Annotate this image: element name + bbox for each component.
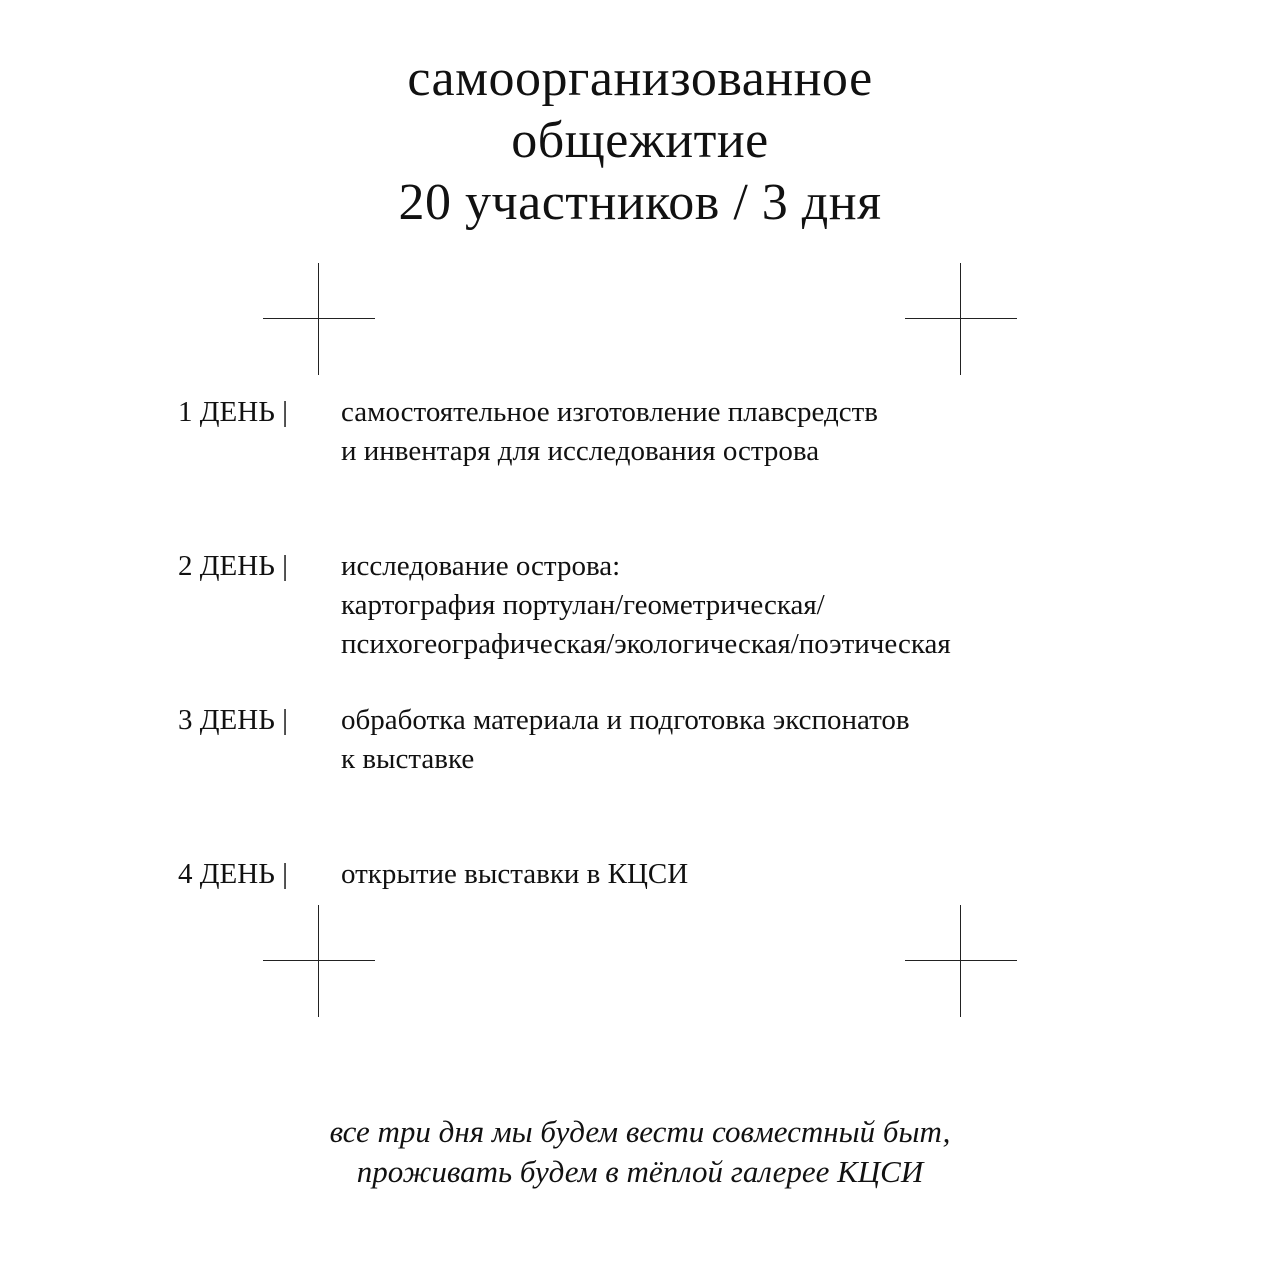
day-1-description [341, 393, 1241, 471]
page-title [0, 48, 1280, 234]
crosshair-bottom-right-icon [905, 905, 1017, 1017]
footer-line-2: проживать будем в тёплой галерее КЦСИ [356, 1154, 924, 1189]
title-line-1: самоорганизованное [407, 50, 873, 107]
crosshair-top-left-icon [263, 263, 375, 375]
title-line-3: 20 участников / 3 дня [398, 174, 882, 231]
day-2-label: 2 ДЕНЬ | [178, 550, 288, 582]
day-3-line-1: обработка материала и подготовка экспонатов [341, 704, 910, 736]
day-1-line-1: самостоятельное изготовление плавсредств [341, 396, 878, 428]
day-3-label: 3 ДЕНЬ | [178, 704, 288, 736]
day-2-line-2: картография портулан/геометрическая/ [341, 589, 825, 621]
day-1-line-2: и инвентаря для исследования острова [341, 435, 820, 467]
day-4-description [341, 855, 1241, 894]
crosshair-top-right-icon [905, 263, 1017, 375]
crosshair-bottom-left-icon [263, 905, 375, 1017]
day-1-label: 1 ДЕНЬ | [178, 396, 288, 428]
day-4-label: 4 ДЕНЬ | [178, 858, 288, 890]
day-3-description [341, 701, 1241, 779]
day-2-line-1: исследование острова: [341, 550, 621, 582]
footer-line-1: все три дня мы будем вести совместный быт, [329, 1114, 951, 1149]
day-4-line-1: открытие выставки в КЦСИ [341, 858, 689, 890]
title-line-2: общежитие [511, 112, 769, 169]
footer-note [0, 1112, 1280, 1192]
day-2-description [341, 547, 1241, 664]
day-2-line-3: психогеографическая/экологическая/поэтическая [341, 628, 951, 660]
day-3-line-2: к выставке [341, 743, 475, 775]
